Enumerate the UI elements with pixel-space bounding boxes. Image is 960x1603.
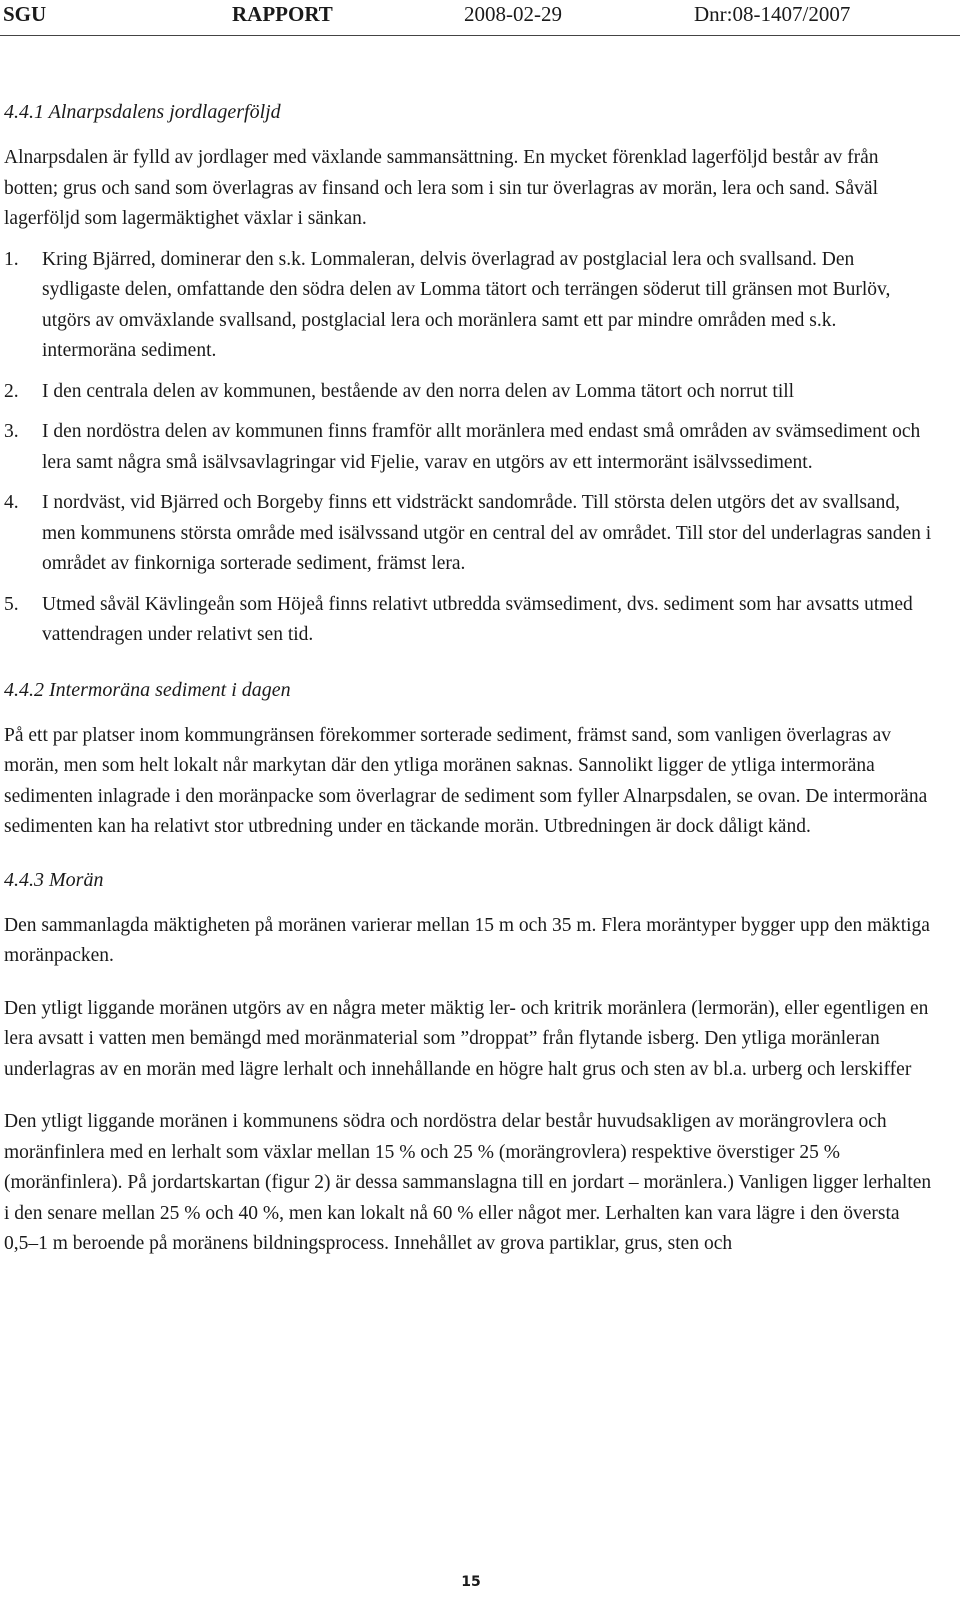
- header-doc-type: RAPPORT: [232, 2, 333, 26]
- header-org: SGU: [3, 2, 47, 26]
- list-item-text: I den centrala delen av kommunen, bestående av den norra delen av Lomma tätort och norrut till: [42, 380, 795, 402]
- header-date: 2008-02-29: [464, 2, 562, 26]
- section-441-intro: Alnarpsdalen är fylld av jordlager med växlande sammansättning. En mycket förenklad lagerföljd består av från botten; grus och sand som överlagras av finsand och lera som i sin tur överlagras av morän, lera och sand. Såväl lagerföljd som lagermäktighet växlar i sänkan.: [4, 147, 879, 229]
- section-443-paragraph-1: Den sammanlagda mäktigheten på moränen varierar mellan 15 m och 35 m. Flera moräntyper bygger upp den mäktiga moränpacken.: [4, 914, 930, 966]
- section-heading-441: 4.4.1 Alnarpsdalens jordlagerföljd: [4, 101, 281, 123]
- page-number: 15: [461, 1574, 481, 1590]
- section-443-paragraph-3: Den ytligt liggande moränen i kommunens södra och nordöstra delar består huvudsakligen av morängrovlera och moränfinlera med en lerhalt som växlar mellan 15 % och 25 % (morängrovlera) respektive överstiger 25 % (moränfinlera). På jordartskartan (figur 2) är dessa sammanslagna till en jordart – moränlera.) Vanligen ligger lerhalten i den senare mellan 25 % och 40 %, men kan lokalt nå 60 % eller något mer. Lerhalten kan vara lägre i den översta 0,5–1 m beroende på moränens bildningsprocess. Innehållet av grova partiklar, grus, sten och: [4, 1111, 932, 1254]
- list-item-number: 1.: [4, 248, 19, 270]
- section-443-paragraph-2: Den ytligt liggande moränen utgörs av en några meter mäktig ler- och kritrik moränlera (lermorän), eller egentligen en lera avsatt i vatten men bemängd med moränmaterial som ”droppat” från flytande isberg. Den ytliga moränleran underlagras av en morän med lägre lerhalt och innehållande en högre halt grus och sten av bl.a. urberg och lerskiffer: [4, 997, 929, 1080]
- list-item: [4, 590, 934, 651]
- page-header: [0, 0, 960, 28]
- deposit-list: [4, 245, 934, 651]
- list-item-text: Kring Bjärred, dominerar den s.k. Lommaleran, delvis överlagrad av postglacial lera och svallsand. Den sydligaste delen, omfattande den södra delen av Lomma tätort och terrängen söderut till gränsen mot Burlöv, utgörs av omväxlande svallsand, postglacial lera och moränlera samt ett par mindre områden med s.k. intermoräna sediment.: [42, 248, 891, 361]
- list-item-number: 4.: [4, 492, 19, 513]
- list-item-number: 3.: [4, 421, 19, 442]
- header-dnr: Dnr:08-1407/2007: [694, 2, 851, 26]
- list-item-text: I nordväst, vid Bjärred och Borgeby finns ett vidsträckt sandområde. Till största delen utgörs det av svallsand, men kommunens största område med isälvssand utgör en central del av området. Till stor del underlagras sanden i området av finkorniga sorterade sediment, främst lera.: [42, 492, 932, 574]
- list-item: [4, 245, 934, 367]
- list-item-number: 5.: [4, 593, 19, 615]
- section-heading-442: 4.4.2 Intermoräna sediment i dagen: [4, 678, 291, 701]
- list-item: [4, 377, 934, 408]
- list-item: [4, 417, 934, 478]
- list-item: [4, 488, 934, 580]
- section-heading-443: 4.4.3 Morän: [4, 868, 104, 891]
- header-divider: [0, 35, 960, 36]
- section-442-paragraph: På ett par platser inom kommungränsen förekommer sorterade sediment, främst sand, som vanligen överlagras av morän, men som helt lokalt når markytan där den ytliga moränen saknas. Sannolikt ligger de ytliga intermoräna sedimenten inlagrade i den moränpacke som överlagrar de sediment som fyller Alnarpsdalen, se ovan. De intermoräna sedimenten kan ha relativt stor utbredning under en täckande morän. Utbredningen är dock dåligt känd.: [4, 724, 928, 837]
- list-item-number: 2.: [4, 380, 19, 402]
- list-item-text: I den nordöstra delen av kommunen finns framför allt moränlera med endast små områden av svämsediment och lera samt några små isälvsavlagringar vid Fjelie, varav en utgörs av ett intermoränt isälvssediment.: [42, 421, 921, 473]
- list-item-text: Utmed såväl Kävlingeån som Höjeå finns relativt utbredda svämsediment, dvs. sediment som har avsatts utmed vattendragen under relativt sen tid.: [42, 593, 913, 645]
- report-body: [4, 97, 934, 1260]
